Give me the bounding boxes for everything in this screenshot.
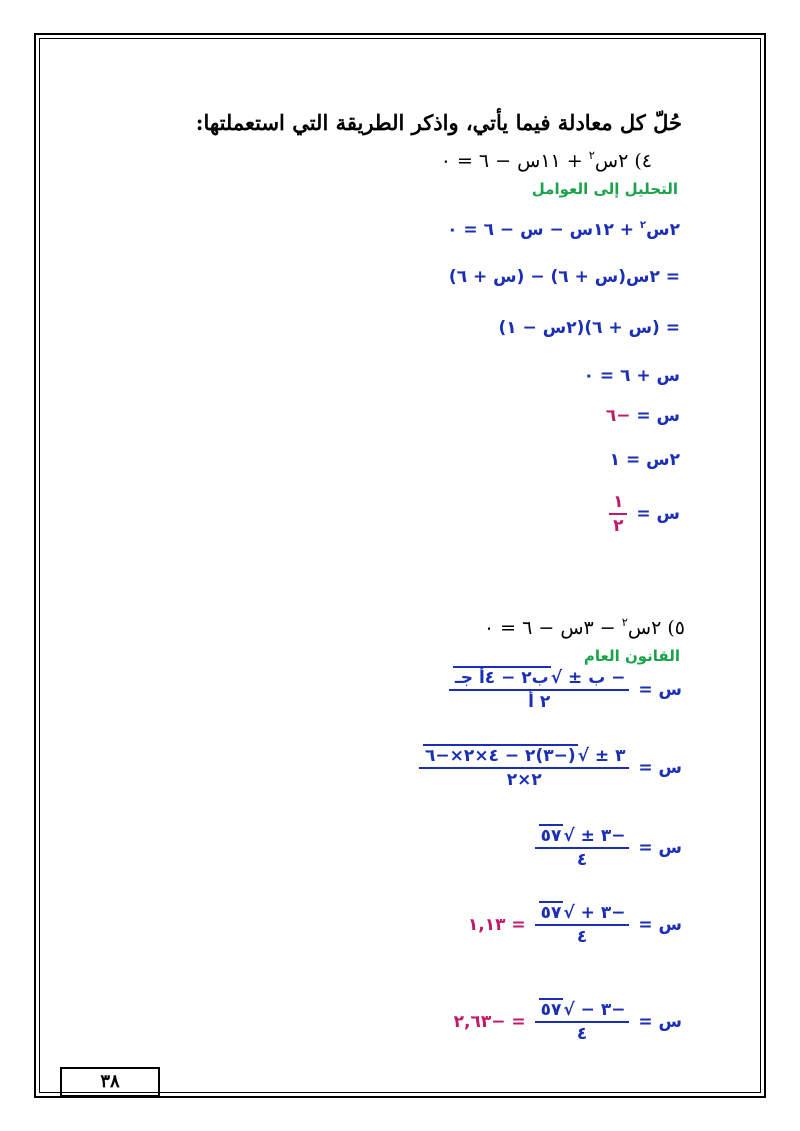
page-number: ٣٨ bbox=[60, 1067, 160, 1097]
problem-5-number: ٥) bbox=[667, 617, 685, 639]
problem-5-simplified: س = $\frac{-٣ \pm √٥٧}{٤}$ bbox=[532, 826, 682, 870]
problem-4-root-2: $\frac{١}{٢}$ bbox=[609, 492, 627, 536]
problem-5-root-2-value: = −٢,٦٣ bbox=[453, 1012, 526, 1032]
problem-5-method: القانون العام bbox=[583, 647, 680, 665]
problem-4-step-3: = (س + ٦)(٢س − ١) bbox=[498, 318, 680, 338]
problem-5-root-1: س = $\frac{-٣ + √٥٧}{٤}$ = ١,١٣ bbox=[467, 903, 682, 947]
problem-4-step-2: = ٢س(س + ٦) − (س + ٦) bbox=[448, 267, 680, 287]
problem-5-root-2: س = $\frac{-٣ - √٥٧}{٤}$ = −٢,٦٣ bbox=[453, 1000, 682, 1044]
problem-4-step-6: ٢س = ١ bbox=[609, 450, 680, 470]
problem-4-step-1: ٢س$^٢$ + ١٢س − س − ٦ = ٠ bbox=[447, 219, 680, 240]
problem-4-equation: ٤) ٢س$^٢$ + ١١س − ٦ = ٠ bbox=[440, 148, 652, 172]
problem-4-root-1: −٦ bbox=[605, 406, 631, 426]
problem-4-step-5: س = −٦ bbox=[605, 406, 680, 426]
problem-5-equation: ٥) ٢س$^٢$ − ٣س − ٦ = ٠ bbox=[483, 615, 685, 639]
problem-5-substitution: س = $\frac{٣ \pm √(-٣)٢ - ٤\times ٢\times-٦}{٢\times ٢}$ bbox=[416, 746, 682, 790]
problem-4-step-7: س = $\frac{١}{٢}$ bbox=[606, 492, 680, 536]
problem-5-root-1-value: = ١,١٣ bbox=[467, 915, 526, 935]
problem-4-number: ٤) bbox=[634, 150, 652, 172]
problem-4-step-4: س + ٦ = ٠ bbox=[583, 366, 680, 386]
problem-4-method: التحليل إلى العوامل bbox=[531, 180, 678, 198]
problem-5-formula: س = $\frac{\text{− ب ± √ب٢ − ٤أ جـ}}{\text{٢ أ}}$ bbox=[446, 668, 682, 712]
instruction-text: حُلّ كل معادلة فيما يأتي، واذكر الطريقة التي استعملتها: bbox=[195, 110, 682, 135]
